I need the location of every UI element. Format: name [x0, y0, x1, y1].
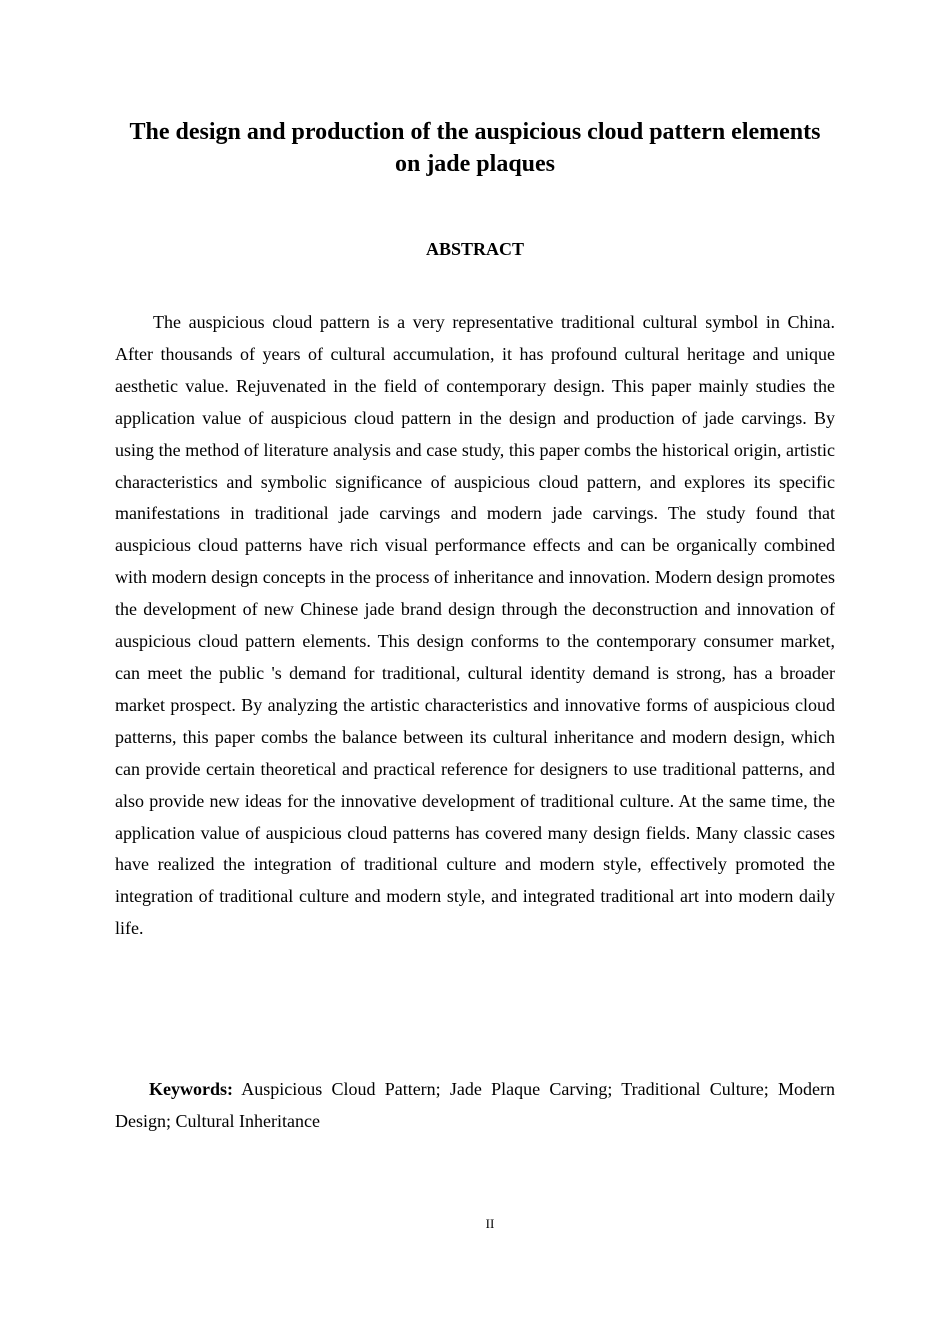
- document-title: The design and production of the auspicious cloud pattern elements on jade plaques: [129, 119, 821, 177]
- abstract-heading: ABSTRACT: [425, 239, 525, 259]
- keywords-paragraph: [115, 1073, 835, 1137]
- abstract-body: The auspicious cloud pattern is a very representative traditional cultural symbol in China. After thousands of years of cultural accumulation, it has profound cultural heritage and unique aesthetic value. Rejuvenated in the field of contemporary design. This paper mainly studies the application value of auspicious cloud pattern in the design and production of jade carvings. By using the method of literature analysis and case study, this paper combs the historical origin, artistic characteristics and symbolic significance of auspicious cloud pattern, and explores its specific manifestations in traditional jade carvings and modern jade carvings. The study found that auspicious cloud patterns have rich visual performance effects and can be organically combined with modern design concepts in the process of inheritance and innovation. Modern design promotes the development of new Chinese jade brand design through the deconstruction and innovation of auspicious cloud pattern elements. This design conforms to the contemporary consumer market, can meet the public 's demand for traditional, cultural identity demand is strong, has a broader market prospect. By analyzing the artistic characteristics and innovative forms of auspicious cloud patterns, this paper combs the balance between its cultural inheritance and modern design, which can provide certain theoretical and practical reference for designers to use traditional patterns, and also provide new ideas for the innovative development of traditional culture. At the same time, the application value of auspicious cloud patterns has covered many design fields. Many classic cases have realized the integration of traditional culture and modern style, effectively promoted the integration of traditional culture and modern style, and integrated traditional art into modern daily life.: [115, 312, 835, 939]
- keywords-text: Auspicious Cloud Pattern; Jade Plaque Carving; Traditional Culture; Modern Design; Cultural Inheritance: [115, 1079, 835, 1131]
- page-number: II: [485, 1216, 495, 1231]
- keywords-label: Keywords:: [149, 1079, 233, 1099]
